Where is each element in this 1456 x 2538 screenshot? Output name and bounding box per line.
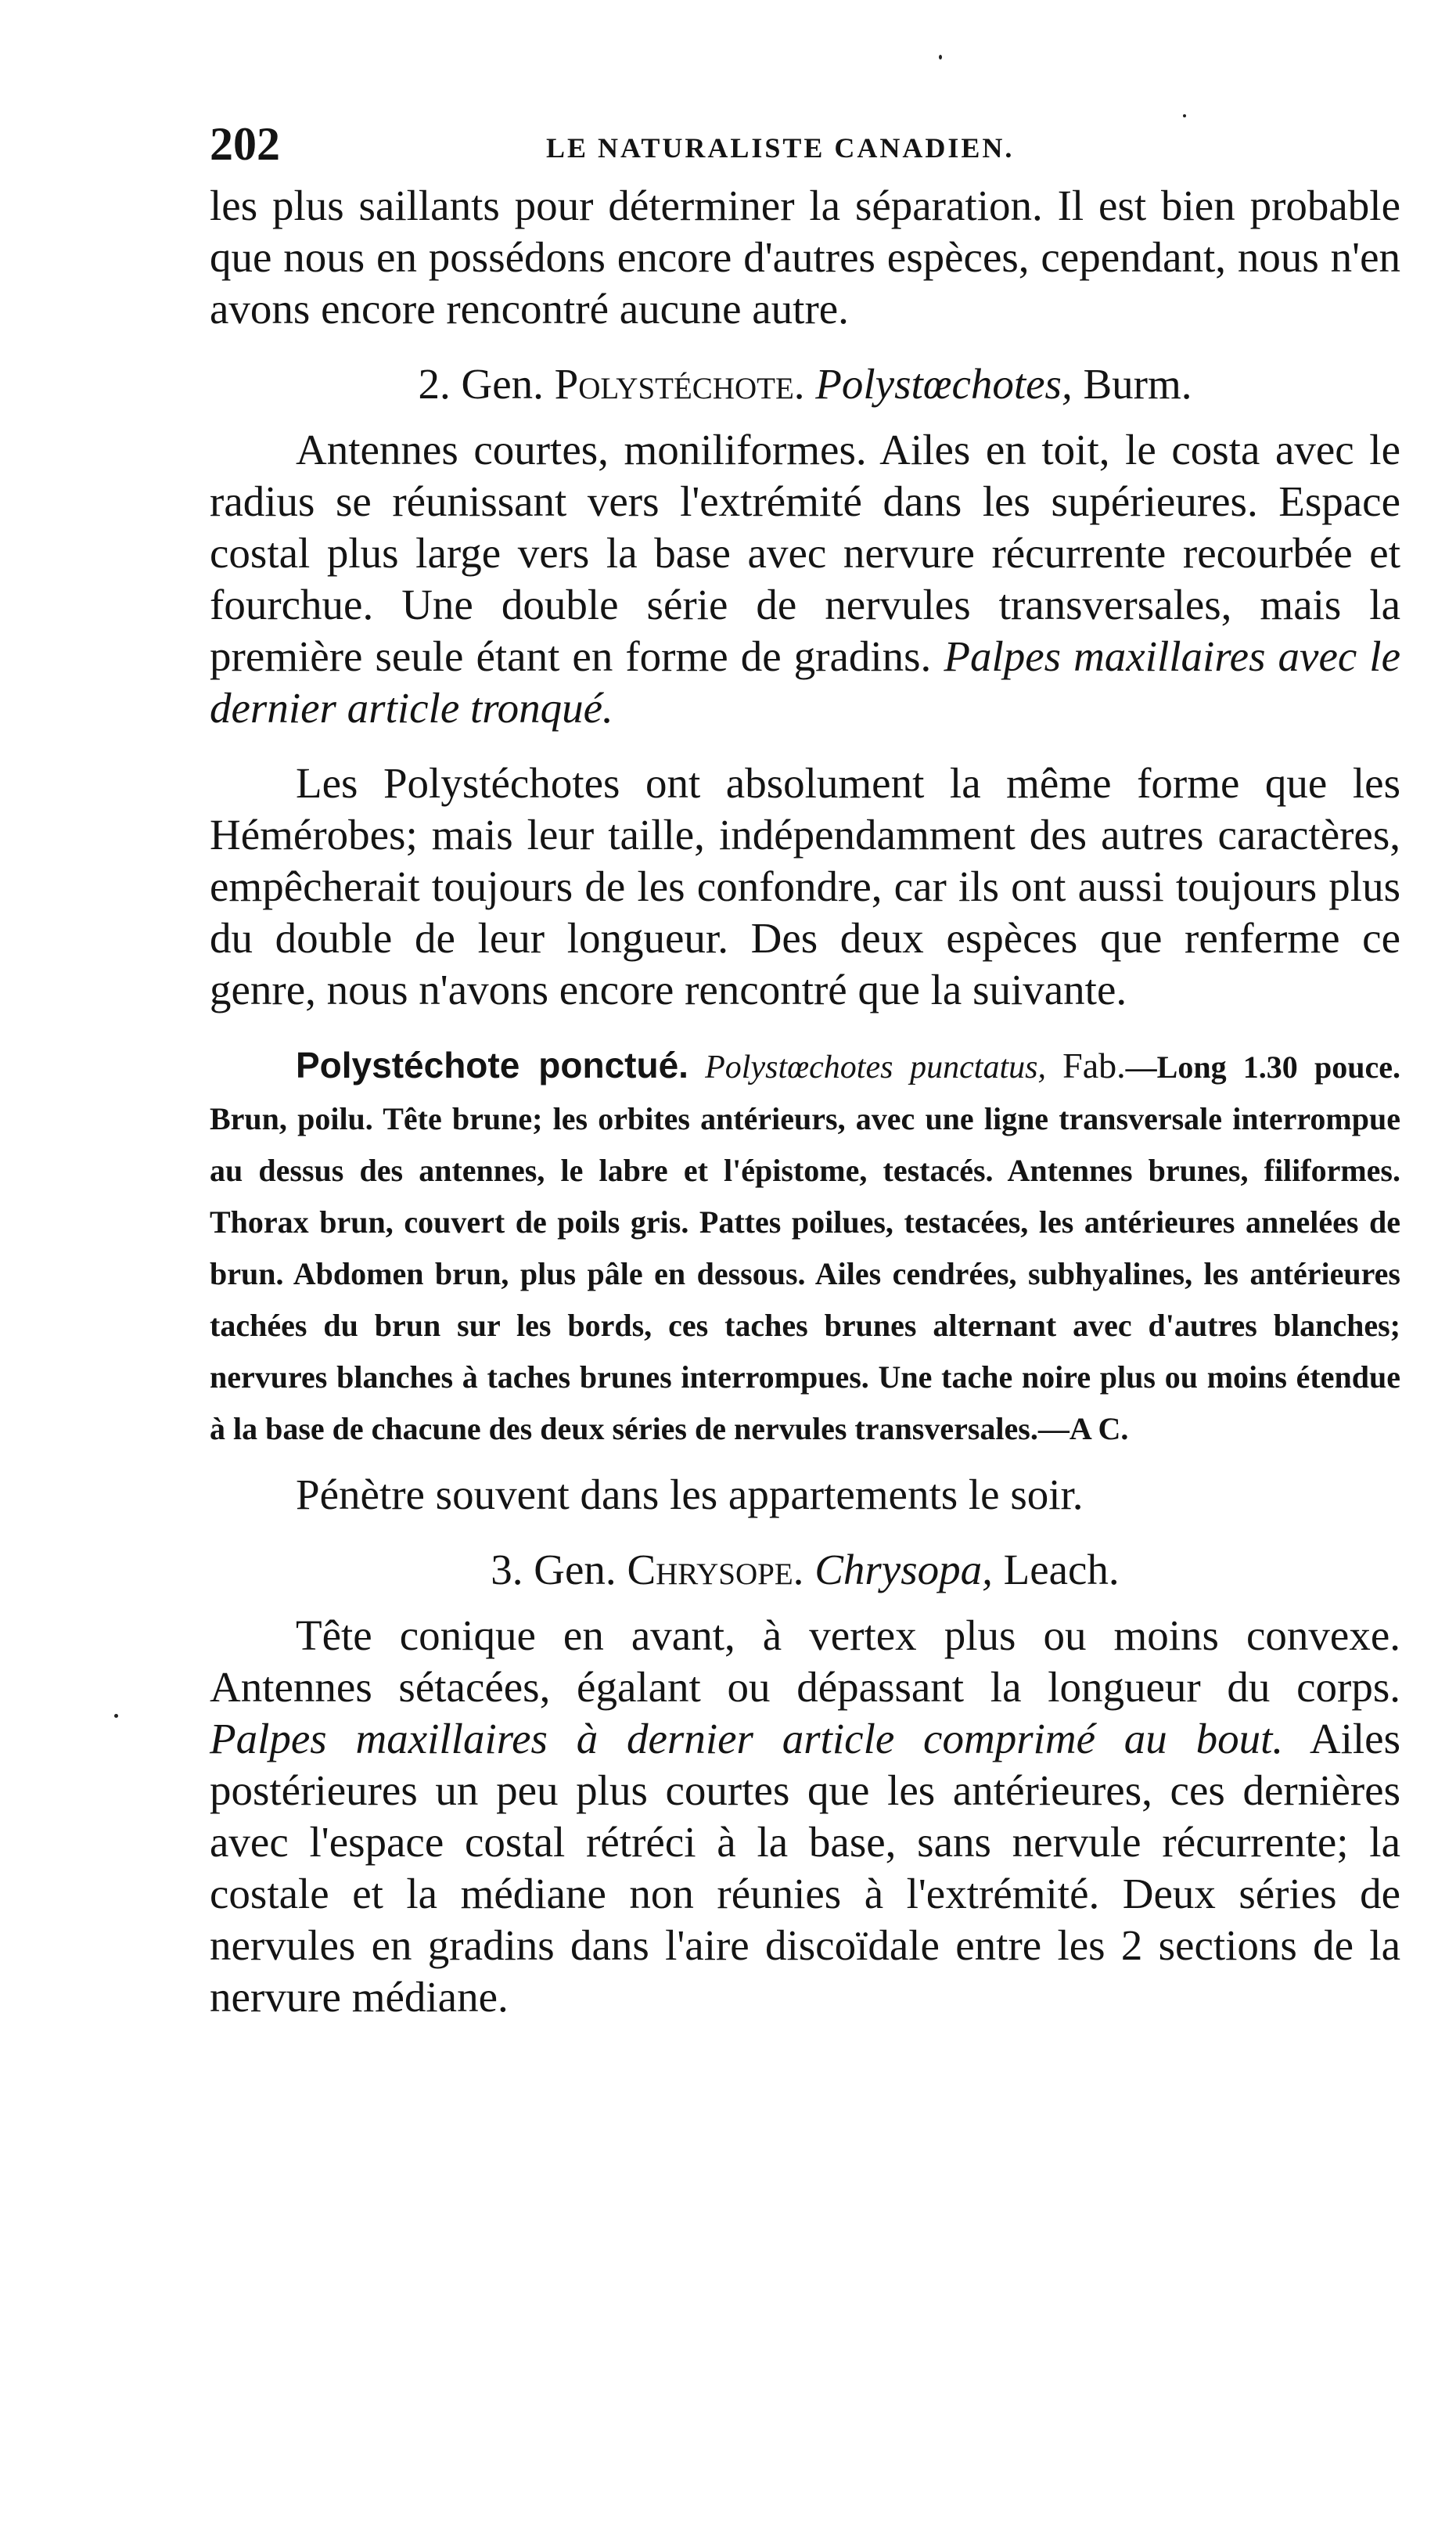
genus-name: Chrysope. — [627, 1546, 804, 1593]
paragraph-chrysope-description — [210, 1610, 1400, 2023]
paragraph-comparison: Les Polystéchotes ont absolument la même forme que les Hémérobes; mais leur taille, indépendamment des autres caractères, empêcherait toujours de les confondre, car ils ont aussi toujours plus du double de leur longueur. Des deux espèces que renferme ce genre, nous n'avons encore rencontré que la suivante. — [210, 759, 1400, 1013]
running-title: LE NATURALISTE CANADIEN. — [546, 132, 1015, 164]
chrysope-italic: Palpes maxillaires à dernier article comprimé au bout. — [210, 1715, 1284, 1762]
scan-speck — [939, 55, 942, 59]
genus-number: 2. Gen. — [418, 360, 544, 408]
chrysope-text-a: Tête conique en avant, à vertex plus ou moins convexe. Antennes sétacées, égalant ou dépassant la longueur du corps. — [210, 1611, 1400, 1711]
genus-heading-chrysope — [210, 1544, 1400, 1596]
page-header — [210, 110, 1400, 180]
genus-description-italic: Palpes maxillaires avec le dernier article tronqué. — [210, 632, 1400, 732]
species-latin: Polystœchotes punctatus, — [705, 1049, 1046, 1085]
species-entry — [210, 1039, 1400, 1455]
genus-latin: Polystœchotes, — [815, 360, 1073, 408]
genus-latin: Chrysopa, — [814, 1546, 993, 1593]
species-description: —Long 1.30 pouce. Brun, poilu. Tête brune; les orbites antérieurs, avec une ligne transversale interrompue au dessus des antennes, le labre et l'épistome, testacés. Antennes brunes, filiformes. Thorax brun, couvert de poils gris. Pattes poilues, testacées, les antérieures annelées de brun. Abdomen brun, plus pâle en dessous. Ailes cendrées, subhyalines, les antérieures tachées du brun sur les bords, ces taches brunes alternant avec d'autres blanches; nervures blanches à taches brunes interrompues. Une tache noire plus ou moins étendue à la base de chacune des deux séries de nervules transversales.—A C. — [210, 1049, 1400, 1446]
scan-speck — [114, 1714, 118, 1718]
genus-number: 3. Gen. — [491, 1546, 617, 1593]
page-number: 202 — [210, 118, 280, 170]
genus-description-text: Antennes courtes, moniliformes. Ailes en toit, le costa avec le radius se réunissant vers l'extrémité dans les supérieures. Espace costal plus large vers la base avec nervure récurrente recourbée et fourchue. Une double série de nervules transversales, mais la première seule étant en forme de gradins. — [210, 426, 1400, 680]
chrysope-text-b: Ailes postérieures un peu plus courtes que les antérieures, ces dernières avec l'espace costal rétréci à la base, sans nervule récurrente; la costale et la médiane non réunies à l'extrémité. Deux séries de nervules en gradins dans l'aire discoïdale entre les 2 sections de la nervure médiane. — [210, 1715, 1400, 2021]
genus-heading-polystechote — [210, 358, 1400, 410]
species-author: Fab. — [1062, 1046, 1126, 1085]
paragraph-habit: Pénètre souvent dans les appartements le soir. — [296, 1471, 1084, 1518]
genus-author: Burm. — [1083, 360, 1192, 408]
page-content — [210, 110, 1400, 2023]
genus-author: Leach. — [1003, 1546, 1120, 1593]
species-name: Polystéchote ponctué. — [296, 1045, 688, 1085]
genus-name: Polystéchote. — [554, 360, 805, 408]
paragraph-genus-description — [210, 424, 1400, 734]
paragraph-continuation: les plus saillants pour déterminer la séparation. Il est bien probable que nous en possédons encore d'autres espèces, cependant, nous n'en avons encore rencontré aucune autre. — [210, 182, 1400, 333]
